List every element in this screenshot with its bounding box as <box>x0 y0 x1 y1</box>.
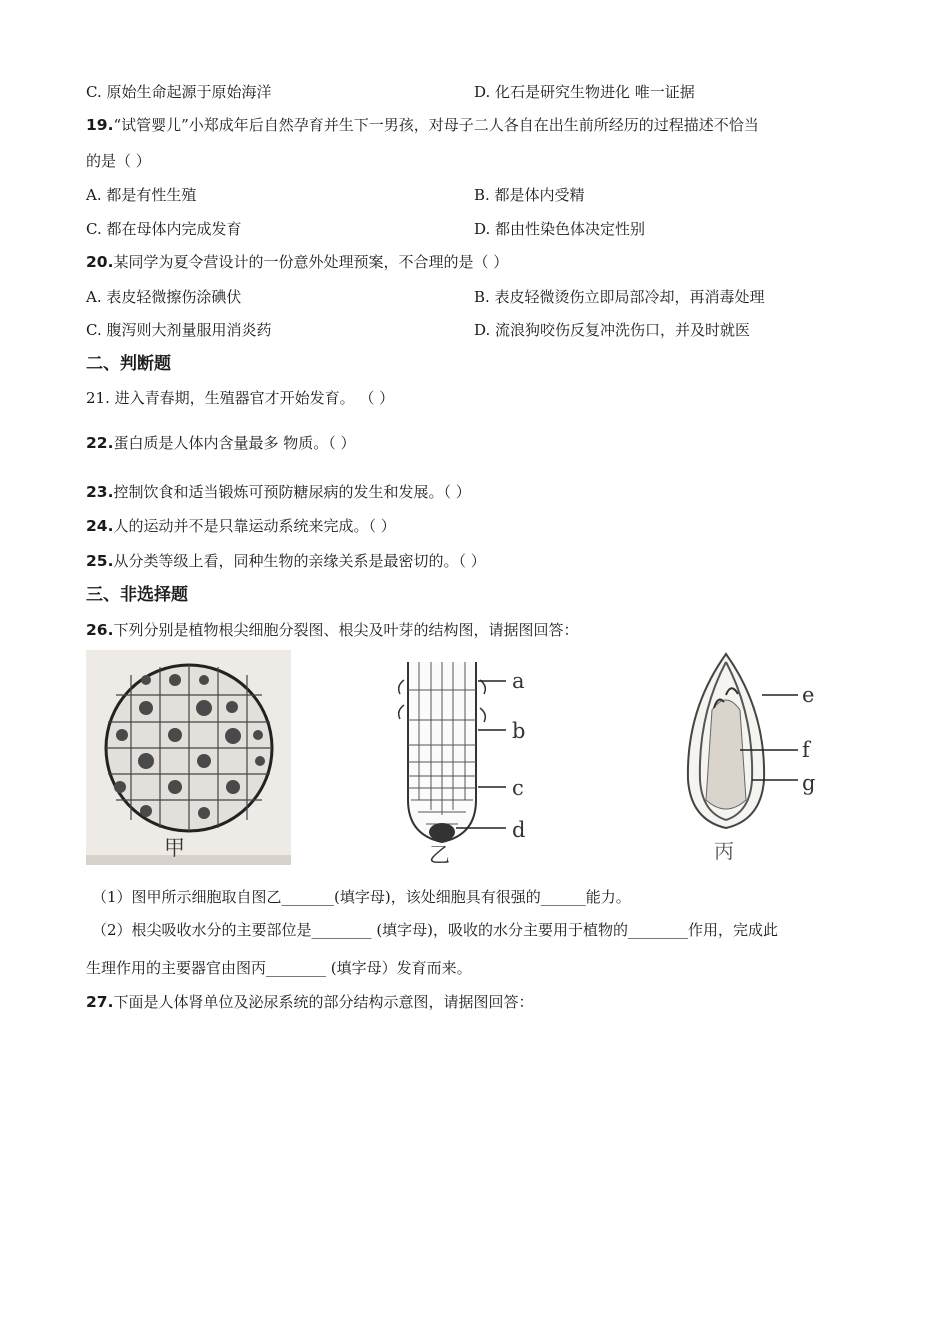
q19-option-d: D. 都由性染色体决定性别 <box>474 220 646 238</box>
q25-number: 25. <box>86 552 114 570</box>
q27-stem <box>86 992 533 1012</box>
q24-stem-text: 人的运动并不是只靠运动系统来完成。（ ） <box>113 517 396 535</box>
figure-label-e: e <box>802 683 815 707</box>
q19-number: 19. <box>86 116 114 134</box>
q24-stem <box>86 516 396 536</box>
section-title-judgement: 二、判断题 <box>86 354 171 374</box>
q26-number: 26. <box>86 621 114 639</box>
q19-stem-line1: “试管婴儿”小郑成年后自然孕育并生下一男孩，对母子二人各自在出生前所经历的过程描述不恰当 <box>113 116 759 134</box>
q20-number: 20. <box>86 253 114 271</box>
figure-label-a: a <box>512 669 525 693</box>
q20-option-d: D. 流浪狗咬伤反复冲洗伤口，并及时就医 <box>474 321 751 339</box>
figure-bing-label: 丙 <box>714 839 734 863</box>
q22-stem <box>86 433 356 453</box>
figure-label-g: g <box>802 771 816 795</box>
q26-stem-text: 下列分别是植物根尖细胞分裂图、根尖及叶芽的结构图，请据图回答： <box>113 621 579 639</box>
q26-figure-svg <box>86 650 876 866</box>
figure-yi-label: 乙 <box>429 843 450 866</box>
q19-stem-line2: 的是（ ） <box>86 152 151 170</box>
q26-stem <box>86 620 578 640</box>
figure-jia-label: 甲 <box>164 836 185 860</box>
q27-stem-text: 下面是人体肾单位及泌尿系统的部分结构示意图，请据图回答： <box>113 993 534 1011</box>
figure-bing <box>688 654 816 863</box>
q19-option-a: A. 都是有性生殖 <box>86 186 197 204</box>
figure-yi <box>399 662 526 866</box>
section-title-non-choice: 三、非选择题 <box>86 585 188 605</box>
q20-option-c: C. 腹泻则大剂量服用消炎药 <box>86 321 272 339</box>
figure-label-b: b <box>512 719 526 743</box>
q22-number: 22. <box>86 434 114 452</box>
figure-jia <box>86 650 291 865</box>
figure-label-c: c <box>512 776 524 800</box>
q24-number: 24. <box>86 517 114 535</box>
q25-stem-text: 从分类等级上看，同种生物的亲缘关系是最密切的。（ ） <box>113 552 486 570</box>
q18-option-d: D. 化石是研究生物进化 唯一证据 <box>474 83 695 101</box>
q20-option-b: B. 表皮轻微烫伤立即局部冷却，再消毒处理 <box>474 288 765 306</box>
q18-option-c: C. 原始生命起源于原始海洋 <box>86 83 272 101</box>
q26-figure <box>86 650 876 866</box>
q26-sub1: （1）图甲所示细胞取自图乙_______(填字母)，该处细胞具有很强的______能力。 <box>92 888 631 906</box>
q21-text: 21. 进入青春期，生殖器官才开始发育。 （ ） <box>86 389 395 407</box>
q20-option-a: A. 表皮轻微擦伤涂碘伏 <box>86 288 242 306</box>
q19-option-c: C. 都在母体内完成发育 <box>86 220 242 238</box>
q23-stem-text: 控制饮食和适当锻炼可预防糖尿病的发生和发展。（ ） <box>113 483 471 501</box>
q20-stem-text: 某同学为夏令营设计的一份意外处理预案，不合理的是（ ） <box>113 253 509 271</box>
q22-stem-text: 蛋白质是人体内含量最多 物质。（ ） <box>113 434 356 452</box>
q23-number: 23. <box>86 483 114 501</box>
q19-option-b: B. 都是体内受精 <box>474 186 585 204</box>
q26-sub2-line1: （2）根尖吸收水分的主要部位是________ (填字母)，吸收的水分主要用于植物的________作用，完成此 <box>92 921 779 939</box>
q25-stem <box>86 551 486 571</box>
q23-stem <box>86 482 471 502</box>
figure-label-d: d <box>512 818 526 842</box>
q26-sub2-line2: 生理作用的主要器官由图丙________ (填字母）发育而来。 <box>86 959 472 977</box>
q27-number: 27. <box>86 993 114 1011</box>
q19-stem <box>86 115 759 135</box>
figure-label-f: f <box>802 738 810 762</box>
q20-stem <box>86 252 508 272</box>
